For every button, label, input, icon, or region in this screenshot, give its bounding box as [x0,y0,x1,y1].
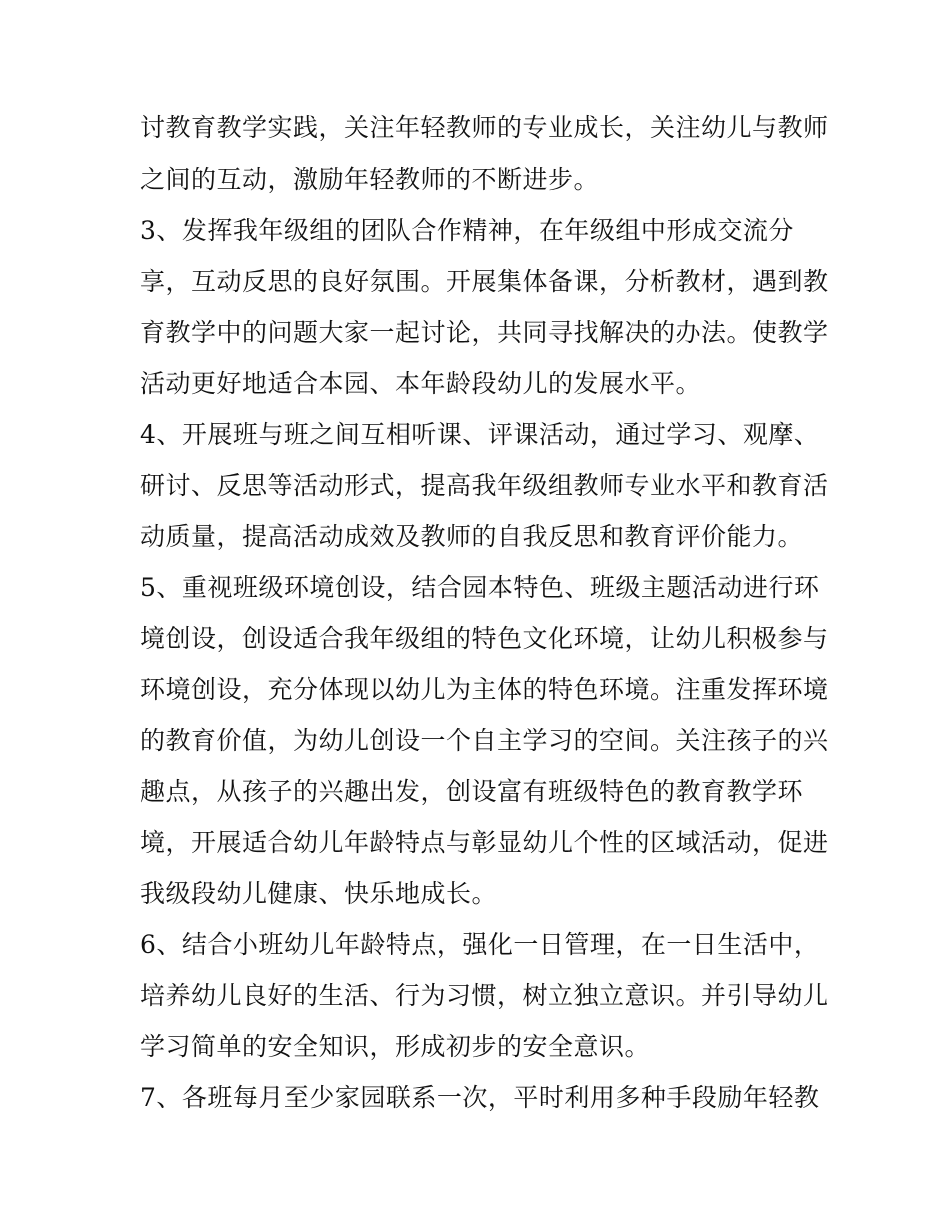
text-line: 环境创设，充分体现以幼儿为主体的特色环境。注重发挥环境 [140,675,829,704]
text-line: 3、发挥我年级组的团队合作精神，在年级组中形成交流分 [140,216,794,245]
text-line: 5、重视班级环境创设，结合园本特色、班级主题活动进行环 [140,573,820,602]
text-line: 我级段幼儿健康、快乐地成长。 [140,879,498,908]
text-line: 境，开展适合幼儿年龄特点与彰显幼儿个性的区域活动，促进 [140,828,829,857]
text-line: 的教育价值，为幼儿创设一个自主学习的空间。关注孩子的兴 [140,726,829,755]
text-line: 培养幼儿良好的生活、行为习惯，树立独立意识。并引导幼儿 [140,981,829,1010]
text-line: 活动更好地适合本园、本年龄段幼儿的发展水平。 [140,369,702,398]
text-line: 境创设，创设适合我年级组的特色文化环境，让幼儿积极参与 [140,624,829,653]
text-line: 4、开展班与班之间互相听课、评课活动，通过学习、观摩、 [140,420,820,449]
text-line: 讨教育教学实践，关注年轻教师的专业成长，关注幼儿与教师 [140,113,829,142]
text-line: 享，互动反思的良好氛围。开展集体备课，分析教材，遇到教 [140,267,829,296]
text-line: 育教学中的问题大家一起讨论，共同寻找解决的办法。使教学 [140,318,829,347]
text-line: 之间的互动，激励年轻教师的不断进步。 [140,165,600,194]
text-line: 趣点，从孩子的兴趣出发，创设富有班级特色的教育教学环 [140,777,804,806]
text-line: 学习简单的安全知识，形成初步的安全意识。 [140,1032,651,1061]
text-line: 动质量，提高活动成效及教师的自我反思和教育评价能力。 [140,522,804,551]
text-line: 6、结合小班幼儿年龄特点，强化一日管理，在一日生活中， [140,930,820,959]
text-line: 7、各班每月至少家园联系一次，平时利用多种手段励年轻教 [140,1083,820,1112]
text-line: 研讨、反思等活动形式，提高我年级组教师专业水平和教育活 [140,471,829,500]
